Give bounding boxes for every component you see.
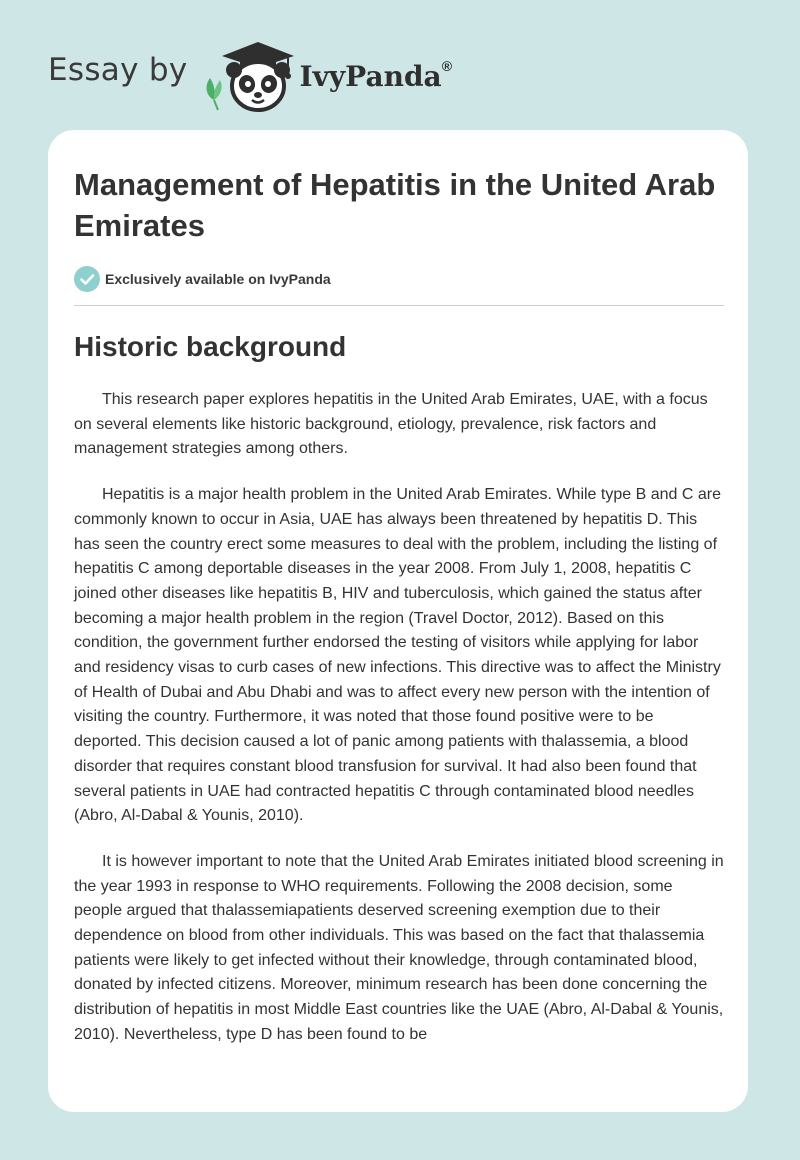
exclusive-badge xyxy=(74,266,724,292)
paragraph: This research paper explores hepatitis in the United Arab Emirates, UAE, with a focus on several elements like historic background, etiology, prevalence, risk factors and management strategies among others. xyxy=(74,391,708,458)
registered-mark: ® xyxy=(441,57,453,74)
article-title: Management of Hepatitis in the United Arab Emirates xyxy=(74,167,716,243)
paragraph: It is however important to note that the United Arab Emirates initiated blood screening in the year 1993 in response to WHO requirements. Following the 2008 decision, some people argued that thalassemiapatients deserved screening exemption due to their dependence on blood from other individuals. This was based on the fact that thalassemia patients were likely to get infected without their knowledge, through contaminated blood, donated by infected citizens. Moreover, minimum research has been done concerning the distribution of hepatitis in most Middle East countries like the UAE (Abro, Al-Dabal & Younis, 2010). Nevertheless, type D has been found to be xyxy=(74,852,724,1043)
site-header xyxy=(48,34,452,114)
article-card xyxy=(48,130,748,1112)
title-divider xyxy=(74,305,724,306)
check-circle-icon xyxy=(74,266,100,292)
essay-by-label: Essay by xyxy=(48,52,188,88)
exclusive-badge-label: Exclusively available on IvyPanda xyxy=(105,271,331,287)
article-body xyxy=(74,164,724,1048)
brand-name[interactable]: IvyPanda® xyxy=(299,57,453,93)
section-heading: Historic background xyxy=(74,331,347,362)
ivypanda-logo-icon[interactable] xyxy=(200,34,298,114)
paragraph: Hepatitis is a major health problem in the United Arab Emirates. While type B and C are commonly known to occur in Asia, UAE has always been threatened by hepatitis D. This has seen the country erect some measures to deal with the problem, including the listing of hepatitis C among deportable diseases in the year 2008. From July 1, 2008, hepatitis C joined other diseases like hepatitis B, HIV and tuberculosis, which gained the status after becoming a major health problem in the region (Travel Doctor, 2012). Based on this condition, the government further endorsed the testing of visitors while applying for labor and residency visas to curb cases of new infections. This directive was to affect the Ministry of Health of Dubai and Abu Dhabi and was to affect every new person with the intention of visiting the country. Furthermore, it was noted that those found positive were to be deported. This decision caused a lot of panic among patients with thalassemia, a blood disorder that requires constant blood transfusion for survival. It had also been found that several patients in UAE had contracted hepatitis C through contaminated blood needles (Abro, Al-Dabal & Younis, 2010). xyxy=(74,486,721,825)
